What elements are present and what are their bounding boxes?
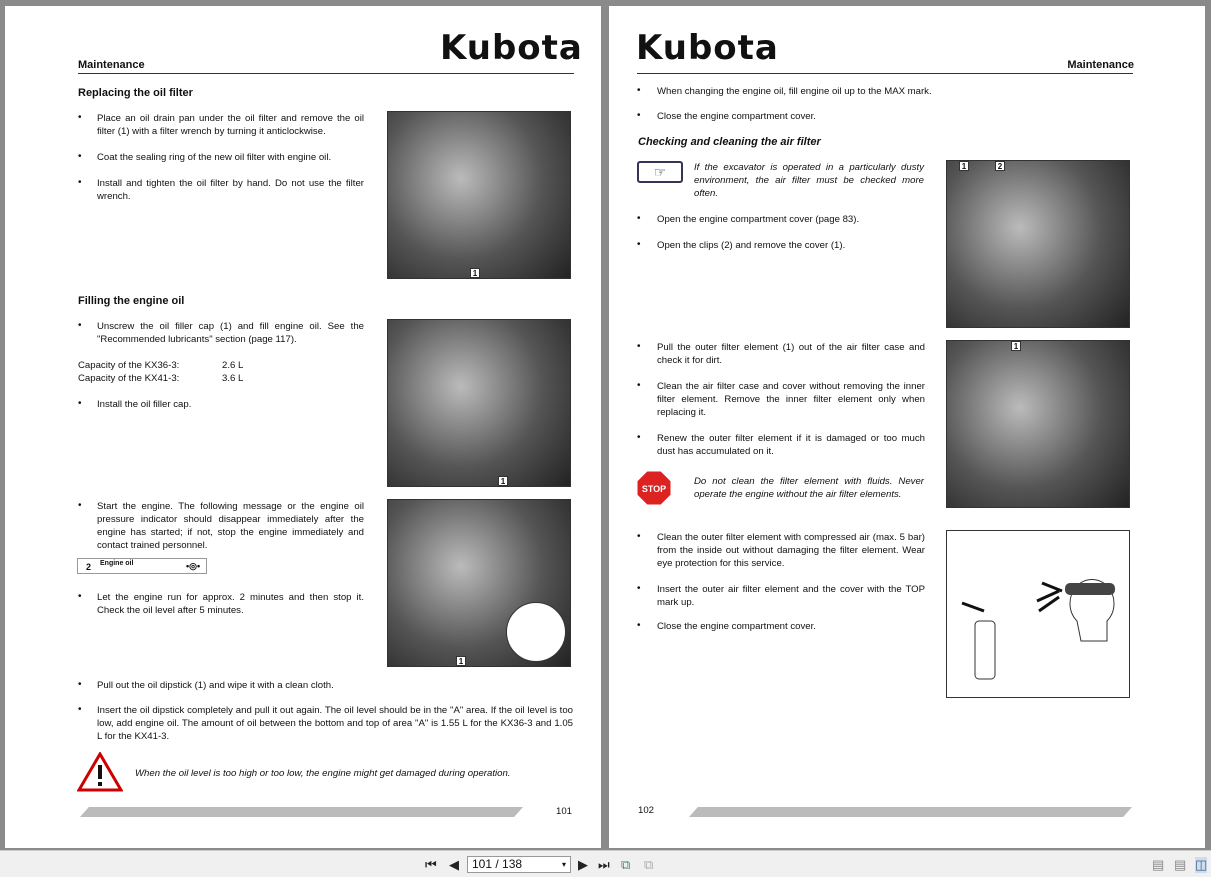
chevron-down-icon: ▾ [561, 860, 566, 869]
kubota-logo: Kubota [440, 28, 583, 68]
list-item: Clean the outer filter element with compressed air (max. 5 bar) from the inside out without damaging the filter element. Wear eye protection for this service. [657, 532, 925, 569]
continuous-view-icon[interactable]: ▤ [1174, 857, 1187, 872]
engine-oil-display: 2 Engine oil •◎• [77, 558, 207, 574]
single-page-view-icon[interactable]: ▤ [1152, 857, 1165, 872]
outer-filter-photo: 1 [946, 340, 1130, 508]
list-item: Clean the air filter case and cover without removing the inner filter element. Remove the inner filter element only when replacing it. [657, 381, 925, 418]
next-page-button[interactable]: ▶ [578, 857, 588, 872]
compressed-air-illustration [946, 530, 1130, 698]
air-filter-cover-photo: 1 2 [946, 160, 1130, 328]
list-item: Unscrew the oil filler cap (1) and fill engine oil. See the "Recommended lubricants" section (page 117). [97, 321, 364, 345]
list-item: Pull the outer filter element (1) out of the air filter case and check it for dirt. [657, 342, 925, 366]
warning-icon [77, 752, 123, 792]
page-number: 102 [638, 805, 655, 816]
two-page-view-icon[interactable]: ◫ [1195, 857, 1208, 872]
warning-text: When the oil level is too high or too low, the engine might get damaged during operation. [135, 768, 511, 779]
prev-page-button[interactable]: ◀ [449, 857, 459, 872]
list-item: Coat the sealing ring of the new oil filter with engine oil. [97, 152, 332, 163]
list-item: Close the engine compartment cover. [657, 111, 816, 122]
list-item: Open the clips (2) and remove the cover (1). [657, 240, 846, 251]
list-item: Start the engine. The following message or the engine oil pressure indicator should disappear immediately after the engine has started; if not, stop the engine immediately and contact trained personnel. [97, 501, 364, 551]
last-page-button[interactable]: ⏭ [598, 857, 610, 872]
list-item: Close the engine compartment cover. [657, 621, 816, 632]
stop-sign-icon [636, 470, 672, 506]
list-item: Insert the outer air filter element and the cover with the TOP mark up. [657, 584, 925, 608]
fit-page-icon[interactable]: ⧉ [621, 857, 631, 872]
list-item: Open the engine compartment cover (page 83). [657, 214, 860, 225]
list-item: Pull out the oil dipstick (1) and wipe it with a clean cloth. [97, 680, 334, 691]
capacity-value: 2.6 L [222, 360, 244, 371]
kubota-logo: Kubota [636, 28, 779, 68]
page-header: Maintenance [1067, 59, 1134, 71]
list-item: Place an oil drain pan under the oil filter and remove the oil filter (1) with a filter wrench by turning it anticlockwise. [97, 113, 364, 137]
section-title: Filling the engine oil [78, 295, 185, 307]
page-header: Maintenance [78, 59, 145, 71]
list-item: Renew the outer filter element if it is damaged or too much dust has accumulated on it. [657, 433, 925, 457]
capacity-label: Capacity of the KX41-3: [78, 373, 180, 384]
pdf-toolbar [0, 850, 1211, 877]
stop-text: Do not clean the filter element with fluids. Never operate the engine without the air filter elements. [694, 476, 924, 500]
list-item: Insert the oil dipstick completely and pull it out again. The oil level should be in the "A" area. If the oil level is too low, add engine oil. The amount of oil between the bottom and top of area "A" is 1.55 L for the KX36-3 and 1.05 L for the KX41-3. [97, 705, 573, 742]
oil-filter-photo: 1 [387, 111, 571, 279]
page-101: Kubota Maintenance Replacing the oil filter • Place an oil drain pan under the oil filter and remove the oil filter (1) with a filter wrench by turning it anticlockwise. • Coat the sealing ring of the new oil filter with engine oil. • Install and tighten the oil filter by hand. Do not use the filter wrench. 1 Filling the engine oil • Unscrew the oil filler cap (1) and fill engine oil. See the "Recommended lubricants" section (page 117). Capacity of the KX36-3: 2.6 L Capacity of the KX41-3: 3.6 L • Install the oil filler cap. 1 • Start the engine. The following message or the engine oil pressure indicator should disappear immediately after the engine has started; if not, stop the engine immediately and contact trained personnel. 2 Engine oil •◎• • Let the engine run for approx. 2 minutes and then stop it. Check the oil level after 5 minutes. 1 • Pull out the oil dipstick (1) and wipe it with a clean cloth. • Insert the oil dipstick completely and pull it out again. The oil level should be in the "A" area. If the oil level is too low, add engine oil. The amount of oil between the bottom and top of area "A" is 1.55 L for the KX36-3 and 1.05 L for the KX41-3. When the oil level is too high or too low, the engine might get damaged during operation. 101 [5, 6, 601, 848]
dipstick-photo: 1 [387, 499, 571, 667]
note-text: If the excavator is operated in a particularly dusty environment, the air filter must be checked more often. [694, 162, 924, 199]
fit-width-icon[interactable]: ⧉ [644, 857, 654, 872]
oil-pressure-icon: •◎• [186, 561, 201, 571]
list-item: Let the engine run for approx. 2 minutes and then stop it. Check the oil level after 5 minutes. [97, 592, 364, 616]
page-102: Kubota Maintenance • When changing the engine oil, fill engine oil up to the MAX mark. • Close the engine compartment cover. Checking and cleaning the air filter ☞ If the excavator is operated in a particularly dusty environment, the air filter must be checked more often. • Open the engine compartment cover (page 83). • Open the clips (2) and remove the cover (1). 1 2 • Pull the outer filter element (1) out of the air filter case and check it for dirt. • Clean the air filter case and cover without removing the inner filter element. Remove the inner filter element only when replacing it. • Renew the outer filter element if it is damaged or too much dust has accumulated on it. 1 STOP Do not clean the filter element with fluids. Never operate the engine without the air filter elements. • Clean the outer filter element with compressed air (max. 5 bar) from the inside out without damaging the filter element. Wear eye protection for this service. • Insert the outer air filter element and the cover with the TOP mark up. • Close the engine compartment cover. 102 [609, 6, 1205, 848]
section-title: Replacing the oil filter [78, 87, 193, 99]
oil-filler-photo: 1 [387, 319, 571, 487]
note-hand-icon: ☞ [637, 161, 683, 183]
page-number: 101 [556, 806, 573, 817]
svg-text:STOP: STOP [641, 484, 667, 494]
list-item: Install the oil filler cap. [97, 399, 192, 410]
section-title: Checking and cleaning the air filter [638, 136, 821, 148]
list-item: When changing the engine oil, fill engine oil up to the MAX mark. [657, 86, 932, 97]
capacity-label: Capacity of the KX36-3: [78, 360, 180, 371]
capacity-value: 3.6 L [222, 373, 244, 384]
first-page-button[interactable]: ⏮ [425, 857, 437, 872]
page-select[interactable]: 101 / 138 ▾ [467, 856, 571, 873]
list-item: Install and tighten the oil filter by hand. Do not use the filter wrench. [97, 178, 364, 202]
